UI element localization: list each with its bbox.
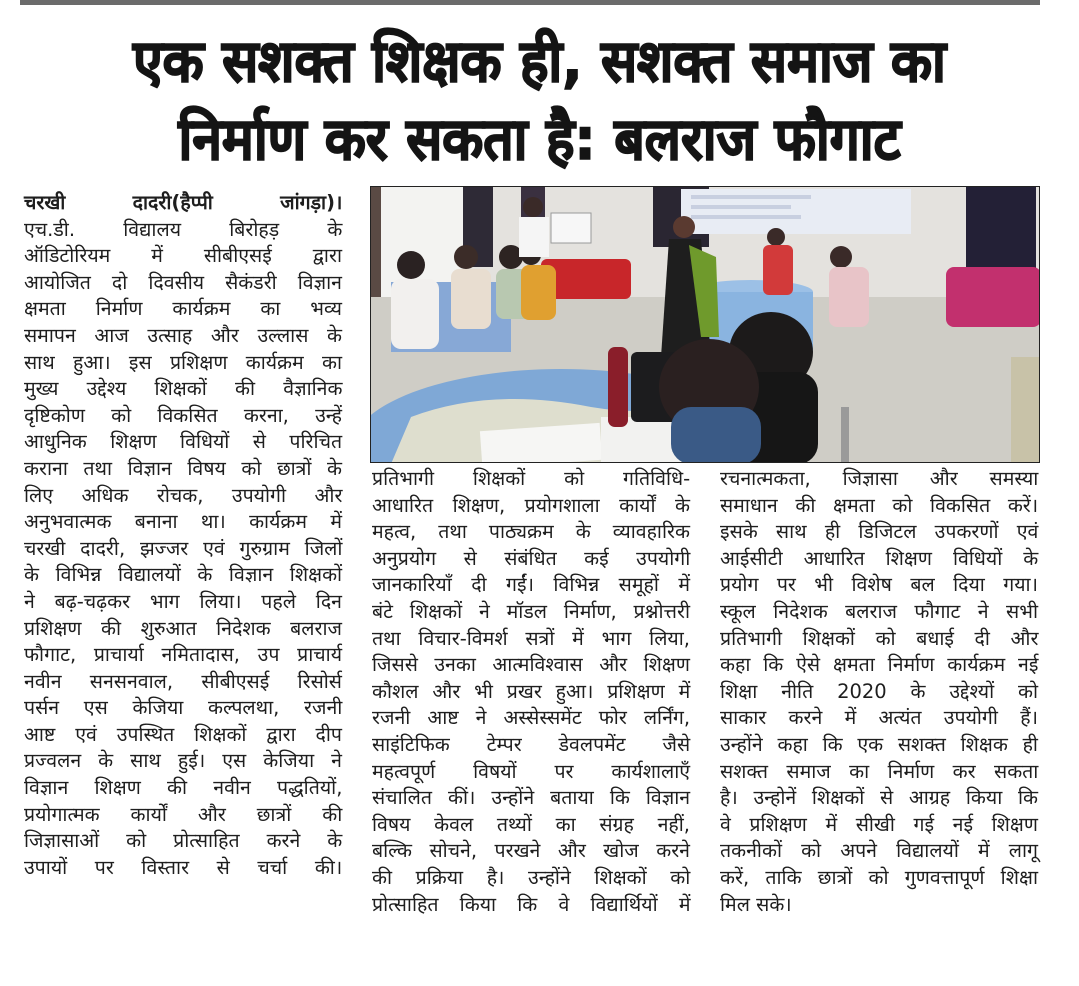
text-line: नवीन सनसनवाल, सीबीएसई रिसोर्स	[24, 669, 342, 693]
text-line: समाधान की क्षमता को विकसित करें।	[720, 493, 1039, 517]
text-line: आष्ट एवं उपस्थित शिक्षकों द्वारा दीप	[24, 722, 342, 746]
text-line: विषय केवल तथ्यों का संग्रह नहीं,	[372, 812, 690, 836]
text-line: महत्वपूर्ण विषयों पर कार्यशालाएँ	[372, 759, 691, 783]
text-line: बल्कि सोचने, परखने और खोज करने	[372, 839, 690, 863]
text-line: प्रतिभागी शिक्षकों को गतिविधि-	[372, 467, 691, 490]
text-line: उन्होंने कहा कि एक सशक्त शिक्षक ही	[720, 732, 1038, 756]
text-line: की प्रक्रिया है। उन्होंने शिक्षकों को	[372, 865, 691, 889]
text-line: समापन आज उत्साह और उल्लास के	[24, 323, 342, 347]
text-line: तकनीकों को अपने विद्यालयों में लागू	[720, 839, 1038, 863]
text-line: ऑडिटोरियम में सीबीएसई द्वारा	[24, 244, 342, 268]
text-line: दृष्टिकोण को विकसित करना, उन्हें	[24, 403, 342, 427]
text-line: के विभिन्न विद्यालयों के विज्ञान शिक्षकों	[24, 563, 343, 587]
article-headline	[43, 22, 1036, 178]
text-line: प्रयोगात्मक कार्यों और छात्रों की	[24, 802, 343, 826]
text-line: कौशल और भी प्रखर हुआ। प्रशिक्षण में	[372, 679, 691, 703]
headline-line-2: निर्माण कर सकता है: बलराज फौगाट	[178, 105, 901, 173]
text-line: रचनात्मकता, जिज्ञासा और समस्या	[720, 467, 1039, 490]
workshop-photo-illustration	[371, 187, 1040, 463]
text-line: संचालित कीं। उन्होंने बताया कि विज्ञान	[372, 786, 691, 810]
text-line: जानकारियाँ दी गईं। विभिन्न समूहों में	[372, 573, 690, 597]
text-line: प्रोत्साहित किया कि वे विद्यार्थियों में	[372, 892, 691, 916]
text-line: कराना तथा विज्ञान विषय को छात्रों के	[24, 456, 342, 480]
text-line: मिल सके।	[720, 892, 792, 916]
text-line: ने बढ़-चढ़कर भाग लिया। पहले दिन	[24, 589, 342, 613]
text-line: जिससे उनका आत्मविश्वास और शिक्षण	[372, 653, 690, 677]
text-line: साकार करने में अत्यंत उपयोगी हैं।	[720, 706, 1038, 730]
text-line: अनुभवात्मक बनाना था। कार्यक्रम में	[24, 510, 342, 534]
text-line: उपायों पर विस्तार से चर्चा की।	[24, 855, 343, 879]
text-line: सशक्त समाज का निर्माण कर सकता	[720, 759, 1039, 783]
text-line: अनुप्रयोग से संबंधित कई उपयोगी	[372, 546, 691, 570]
text-line: पर्सन एस केजिया कल्पलथा, रजनी	[24, 696, 343, 720]
text-line: चरखी दादरी, झज्जर एवं गुरुग्राम जिलों	[24, 536, 343, 560]
article-column-3	[720, 466, 1038, 918]
text-line: बंटे शिक्षकों ने मॉडल निर्माण, प्रश्नोत्तरी	[372, 599, 690, 623]
text-line: इसके साथ ही डिजिटल उपकरणों एवं	[720, 520, 1039, 544]
text-line: महत्व, तथा पाठ्यक्रम के व्यावहारिक	[372, 520, 690, 544]
text-line: आईसीटी आधारित शिक्षण विधियों के	[720, 546, 1039, 570]
text-line: साइंटिफिक टेम्पर डेवलपमेंट जैसे	[372, 732, 691, 756]
text-line: लिए अधिक रोचक, उपयोगी और	[24, 483, 343, 507]
text-line: जिज्ञासाओं को प्रोत्साहित करने के	[24, 829, 343, 853]
text-line: मुख्य उद्देश्य शिक्षकों की वैज्ञानिक	[24, 377, 343, 401]
text-line: करें, ताकि छात्रों को गुणवत्तापूर्ण शिक्षा	[720, 865, 1038, 889]
text-line: एच.डी. विद्यालय बिरोहड़ के	[24, 217, 343, 241]
text-line: आधारित शिक्षण, प्रयोगशाला कार्यों के	[372, 493, 690, 517]
headline-line-1: एक सशक्त शिक्षक ही, सशक्त समाज का	[133, 27, 946, 95]
text-line: प्रशिक्षण की शुरुआत निदेशक बलराज	[24, 616, 342, 640]
dateline: चरखी दादरी(हैप्पी जांगड़ा)।	[24, 191, 343, 214]
article-photo	[370, 186, 1040, 463]
text-line: आधुनिक शिक्षण विधियों से परिचित	[24, 430, 343, 454]
text-line: क्षमता निर्माण कार्यक्रम का भव्य	[24, 297, 342, 321]
article-column-1	[24, 190, 342, 881]
text-line: है। उन्होनें शिक्षकों से आग्रह किया कि	[720, 786, 1038, 810]
text-line: प्रज्वलन के साथ हुई। एस केजिया ने	[24, 749, 342, 773]
article-column-2	[372, 466, 690, 918]
text-line: शिक्षा नीति 2020 के उद्देश्यों को	[720, 679, 1038, 703]
text-line: रजनी आष्ट ने अस्सेस्समेंट फोर लर्निंग,	[372, 706, 691, 730]
text-line: आयोजित दो दिवसीय सैकंडरी विज्ञान	[24, 270, 342, 294]
top-rule-divider	[20, 0, 1040, 5]
text-line: कहा कि ऐसे क्षमता निर्माण कार्यक्रम नई	[720, 653, 1039, 677]
text-line: वे प्रशिक्षण में सीखी गई नई शिक्षण	[720, 812, 1038, 836]
text-line: प्रतिभागी शिक्षकों को बधाई दी और	[720, 626, 1039, 650]
text-line: प्रयोग पर भी विशेष बल दिया गया।	[720, 573, 1038, 597]
text-line: साथ हुआ। इस प्रशिक्षण कार्यक्रम का	[24, 350, 342, 374]
text-line: विज्ञान शिक्षण की नवीन पद्धतियों,	[24, 776, 343, 800]
text-line: फौगाट, प्राचार्या नमितादास, उप प्राचार्य	[24, 643, 343, 667]
text-line: स्कूल निदेशक बलराज फौगाट ने सभी	[720, 599, 1038, 623]
text-line: तथा विचार-विमर्श सत्रों में भाग लिया,	[372, 626, 690, 650]
